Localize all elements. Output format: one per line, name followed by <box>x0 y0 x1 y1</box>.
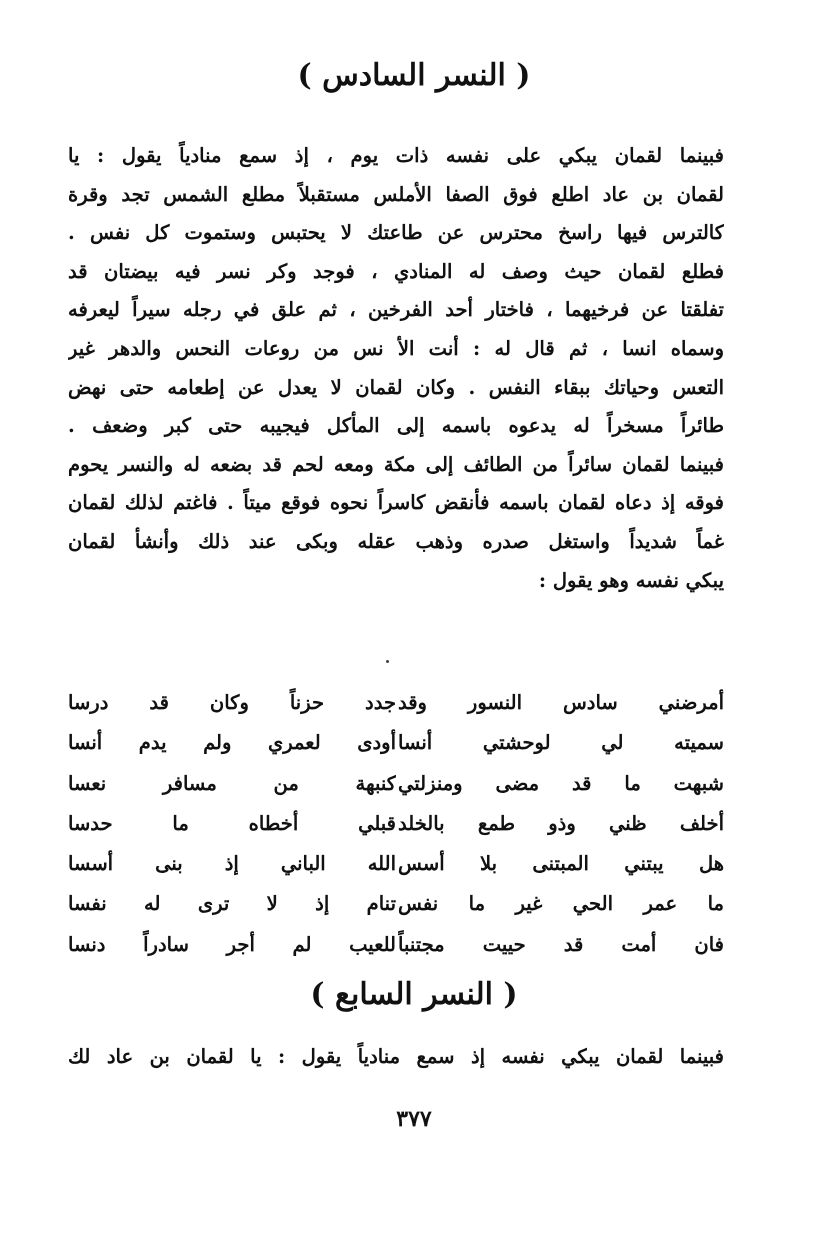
poem <box>68 683 724 965</box>
verse-first-half: أمرضني سادس النسور وقد <box>398 691 724 714</box>
text-line: فوقه إذ دعاه لقمان باسمه فأنقض كاسراً نحوه فوقع ميتاً . فاغتم لذلك لقمان <box>68 491 724 515</box>
poem-verse <box>68 884 724 924</box>
text-line: فبينما لقمان يبكي على نفسه ذات يوم ، إذ سمع منادياً يقول : يا <box>68 144 724 167</box>
section-six-text <box>68 137 724 600</box>
page-number: ٣٧٧ <box>396 1106 432 1132</box>
text-line: غماً شديداً واستغل صدره وذهب عقله وبكى عند ذلك وأنشأ لقمان <box>68 529 724 553</box>
poem-verse <box>68 723 724 763</box>
text-line: تفلقتا عن فرخيهما ، فاختار أحد الفرخين ، ثم علق في رجله سيراً ليعرفه <box>68 298 724 322</box>
text-line: طائراً مسخراً له يدعوه باسمه إلى المأكل فيجيبه حتى كبر وضعف . <box>68 414 724 438</box>
verse-second-half: الله الباني إذ بنى أسسا <box>68 852 396 876</box>
verse-second-half: أودى لعمري ولم يدم أنسا <box>68 731 396 755</box>
verse-first-half: سميته لي لوحشتي أنسا <box>398 731 724 755</box>
poem-verse <box>68 683 724 723</box>
section-six-title: ( النسر السادس ) <box>297 58 531 93</box>
verse-second-half: للعيب لم أجر سادراً دنسا <box>68 932 396 956</box>
verse-first-half: ما عمر الحي غير ما نفس <box>398 892 724 916</box>
text-line: يبكي نفسه وهو يقول : <box>538 568 724 592</box>
text-line: كالترس فيها راسخ محترس عن طاعتك لا يحتبس وستموت كل نفس . <box>68 221 724 245</box>
verse-first-half: شبهت ما قد مضى ومنزلتي <box>398 771 724 795</box>
section-seven-title: ( النسر السابع ) <box>310 977 518 1012</box>
text-line: التعس وحياتك ببقاء النفس . وكان لقمان لا يعدل عن إطعامه حتى نهض <box>68 375 724 399</box>
poem-verse <box>68 764 724 804</box>
verse-first-half: فان أمت قد حييت مجتنباً <box>398 932 724 956</box>
verse-second-half: قبلي أخطاه ما حدسا <box>68 811 396 835</box>
verse-second-half: جدد حزناً وكان قد درسا <box>68 691 396 714</box>
text-line: فبينما لقمان سائراً من الطائف إلى مكة ومعه لحم قد بضعه له والنسر يحوم <box>68 452 724 476</box>
text-line: لقمان بن عاد اطلع فوق الصفا الأملس مستقبلاً مطلع الشمس تجد وقرة <box>68 182 724 206</box>
poem-verse <box>68 925 724 965</box>
text-line: فبينما لقمان يبكي نفسه إذ سمع منادياً يقول : يا لقمان بن عاد لك <box>68 1045 724 1068</box>
section-seven-text <box>68 1038 724 1077</box>
poem-verse <box>68 844 724 884</box>
verse-first-half: أخلف ظني وذو طمع بالخلد <box>398 811 724 835</box>
verse-second-half: تنام إذ لا ترى له نفسا <box>68 892 396 916</box>
verse-second-half: كنبهة من مسافر نعسا <box>68 771 396 795</box>
poem-verse <box>68 804 724 844</box>
text-line: وسماه انسا ، ثم قال له : أنت الأ نس من روعات النحس والدهر غير <box>68 336 724 360</box>
text-line: فطلع لقمان حيث وصف له المنادي ، فوجد وكر نسر فيه بيضتان قد <box>68 259 724 283</box>
print-speck <box>386 660 389 663</box>
verse-first-half: هل يبتني المبتنى بلا أسس <box>398 852 724 876</box>
